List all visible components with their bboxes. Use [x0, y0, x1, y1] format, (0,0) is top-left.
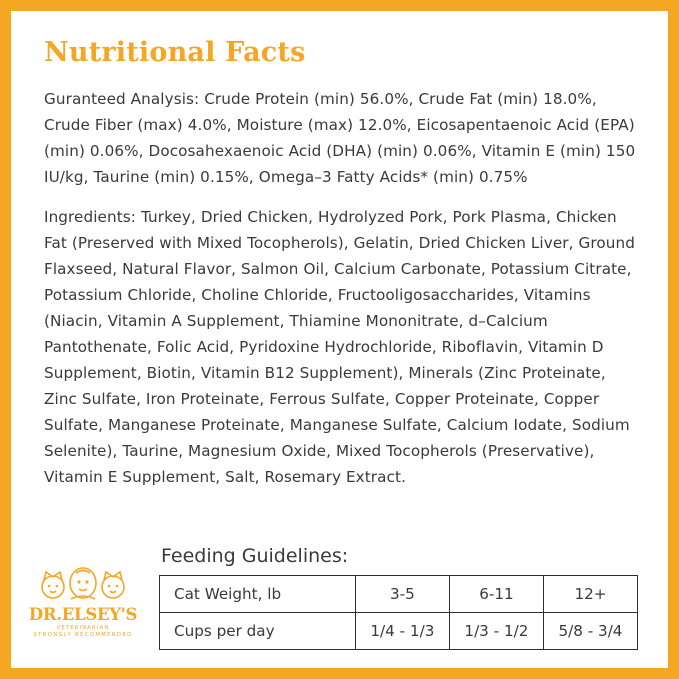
- brand-logo: [23, 562, 143, 654]
- label-content: [11, 11, 668, 668]
- ingredients-text: Ingredients: Turkey, Dried Chicken, Hydrolyzed Pork, Pork Plasma, Chicken Fat (Preserved with Mixed Tocopherols), Gelatin, Dried Chicken Liver, Ground Flaxseed, Natural Flavor, Salmon Oil, Calcium Carbonate, Potassium Citrate, Potassium Chloride, Choline Chloride, Fructooligosaccharides, Vitamins (Niacin, Vitamin A Supplement, Thiamine Mononitrate, d–Calcium Pantothenate, Folic Acid, Pyridoxine Hydrochloride, Riboflavin, Vitamin D Supplement, Biotin, Vitamin B12 Supplement), Minerals (Zinc Proteinate, Zinc Sulfate, Iron Proteinate, Ferrous Sulfate, Copper Proteinate, Copper Sulfate, Manganese Proteinate, Manganese Sulfate, Calcium Iodate, Sodium Selenite), Taurine, Magnesium Oxide, Mixed Tocopherols (Preservative), Vitamin E Supplement, Salt, Rosemary Extract.: [44, 208, 635, 486]
- feeding-guidelines-section: [159, 545, 638, 650]
- guaranteed-analysis-text: Guranteed Analysis: Crude Protein (min) 56.0%, Crude Fat (min) 18.0%, Crude Fiber (max) 4.0%, Moisture (max) 12.0%, Eicosapentaenoic Acid (EPA) (min) 0.06%, Docosahexaenoic Acid (DHA) (min) 0.06%, Vitamin E (min) 150 IU/kg, Taurine (min) 0.15%, Omega–3 Fatty Acids* (min) 0.75%: [44, 90, 636, 186]
- table-cell: 12+: [543, 576, 637, 613]
- table-row: [160, 576, 638, 613]
- table-row-header: Cat Weight, lb: [160, 576, 356, 613]
- page-title: Nutritional Facts: [44, 37, 306, 68]
- feeding-guidelines-table: [159, 575, 638, 650]
- logo-subtitle-secondary: STRONGLY RECOMMENDED: [33, 632, 133, 638]
- table-row: [160, 613, 638, 650]
- table-cell: 5/8 - 3/4: [543, 613, 637, 650]
- logo-cats-and-person-illustration: [31, 563, 135, 607]
- logo-subtitle: VETERINARIAN: [56, 625, 110, 631]
- table-cell: 1/4 - 1/3: [355, 613, 449, 650]
- feeding-guidelines-title: Feeding Guidelines:: [161, 545, 349, 567]
- table-cell: 1/3 - 1/2: [449, 613, 543, 650]
- table-row-header: Cups per day: [160, 613, 356, 650]
- table-cell: 6-11: [449, 576, 543, 613]
- logo-brand-name: DR.ELSEY'S: [28, 605, 138, 624]
- table-cell: 3-5: [355, 576, 449, 613]
